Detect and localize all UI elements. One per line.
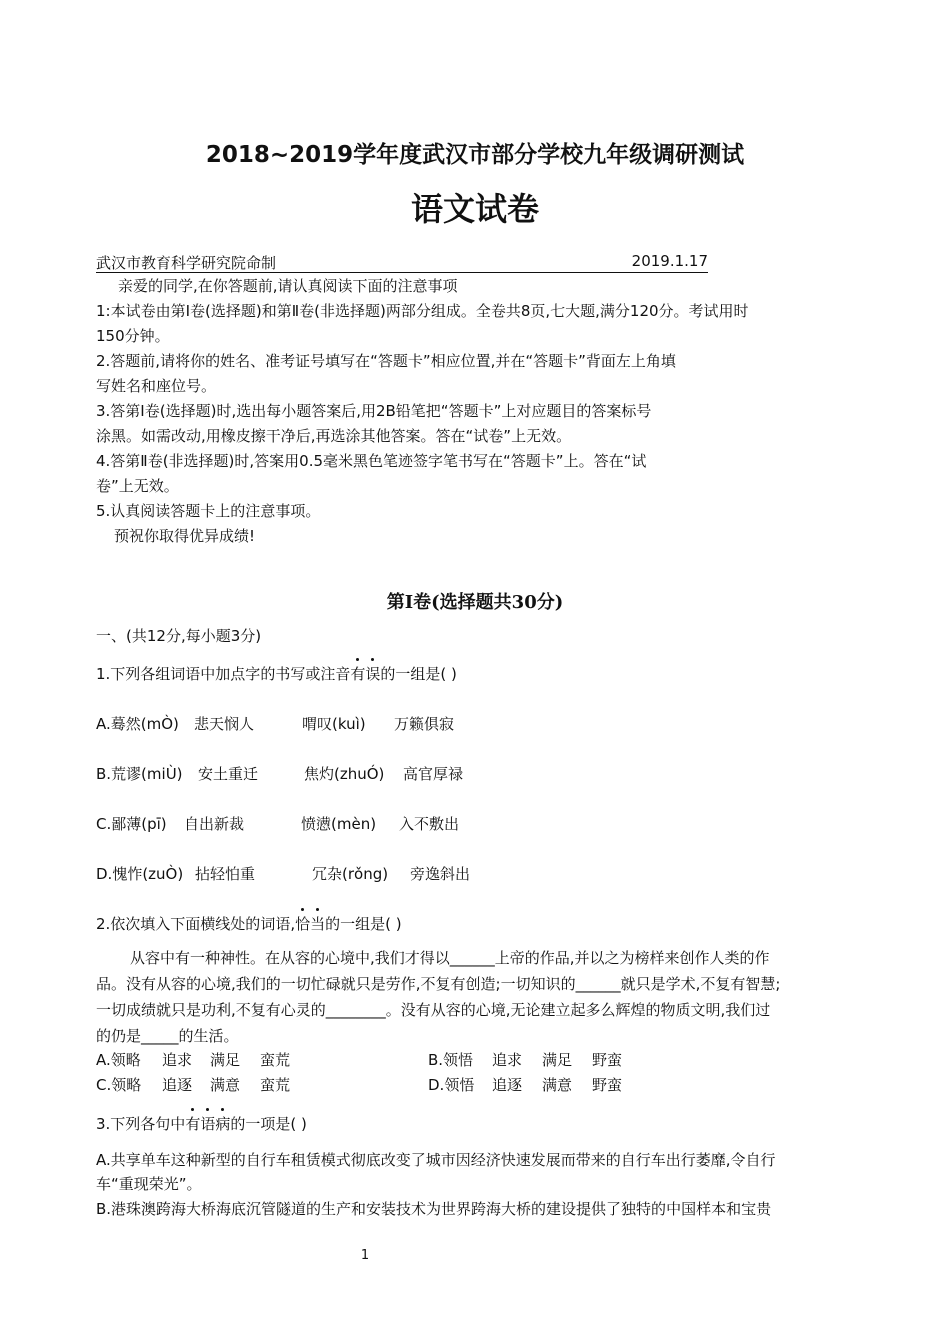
publisher: 武汉市教育科学研究院命制 [96,254,277,272]
publisher-line [96,252,708,273]
page-number: 1 [360,1248,370,1263]
notice-item: 3.答第Ⅰ卷(选择题)时,选出每小题答案后,用2B铅笔把“答题卡”上对应题目的答案标号 [96,402,652,420]
notice-item: 5.认真阅读答题卡上的注意事项。 [96,502,321,520]
notice-item: 150分钟。 [96,327,170,345]
question-3-stem: 3.下列各句中有语病的一项是( ) [96,1112,307,1136]
passage-line: 品。没有从容的心境,我们的一切忙碌就只是劳作,不复有创造;一切知识的______就只是学术,不复有智慧; [96,975,781,993]
notice-item: 卷”上无效。 [96,477,179,495]
notice-item: 4.答第Ⅱ卷(非选择题)时,答案用0.5毫米黑色笔迹签字笔书写在“答题卡”上。答在“试 [96,452,647,470]
q3-option-a: A.共享单车这种新型的自行车租赁模式彻底改变了城市因经济快速发展而带来的自行车出行萎靡,令自行 [96,1151,776,1169]
exam-date: 2019.1.17 [631,252,708,270]
part-heading: 一、(共12分,每小题3分) [96,627,262,645]
notice-item: 涂黑。如需改动,用橡皮擦干净后,再选涂其他答案。答在“试卷”上无效。 [96,427,572,445]
notice-greeting: 亲爱的同学,在你答题前,请认真阅读下面的注意事项 [118,277,458,295]
question-2-stem: 2.依次填入下面横线处的词语,恰当的一组是( ) [96,912,402,936]
notice-item: 1:本试卷由第Ⅰ卷(选择题)和第Ⅱ卷(非选择题)两部分组成。全卷共8页,七大题,满分120分。考试用时 [96,302,749,320]
section-title: 第Ⅰ卷(选择题共30分) [386,592,564,613]
exam-title: 2018~2019学年度武汉市部分学校九年级调研测试 [205,142,745,168]
passage-line: 一切成绩就只是功利,不复有心灵的________。没有从容的心境,无论建立起多么辉煌的物质文明,我们过 [96,1001,771,1019]
passage-line: 从容中有一种神性。在从容的心境中,我们才得以______上帝的作品,并以之为榜样来创作人类的作 [130,949,770,967]
q3-option-a-cont: 车“重现荣光”。 [96,1175,202,1193]
q3-option-b: B.港珠澳跨海大桥海底沉管隧道的生产和安装技术为世界跨海大桥的建设提供了独特的中国样本和宝贵 [96,1200,772,1218]
passage-line: 的仍是_____的生活。 [96,1027,239,1045]
question-1-stem: 1.下列各组词语中加点字的书写或注音有误的一组是( ) [96,662,457,686]
notice-item: 2.答题前,请将你的姓名、准考证号填写在“答题卡”相应位置,并在“答题卡”背面左上角填 [96,352,676,370]
notice-item: 写姓名和座位号。 [96,377,217,395]
subject-title: 语文试卷 [410,190,539,228]
notice-wish: 预祝你取得优异成绩! [114,527,256,545]
